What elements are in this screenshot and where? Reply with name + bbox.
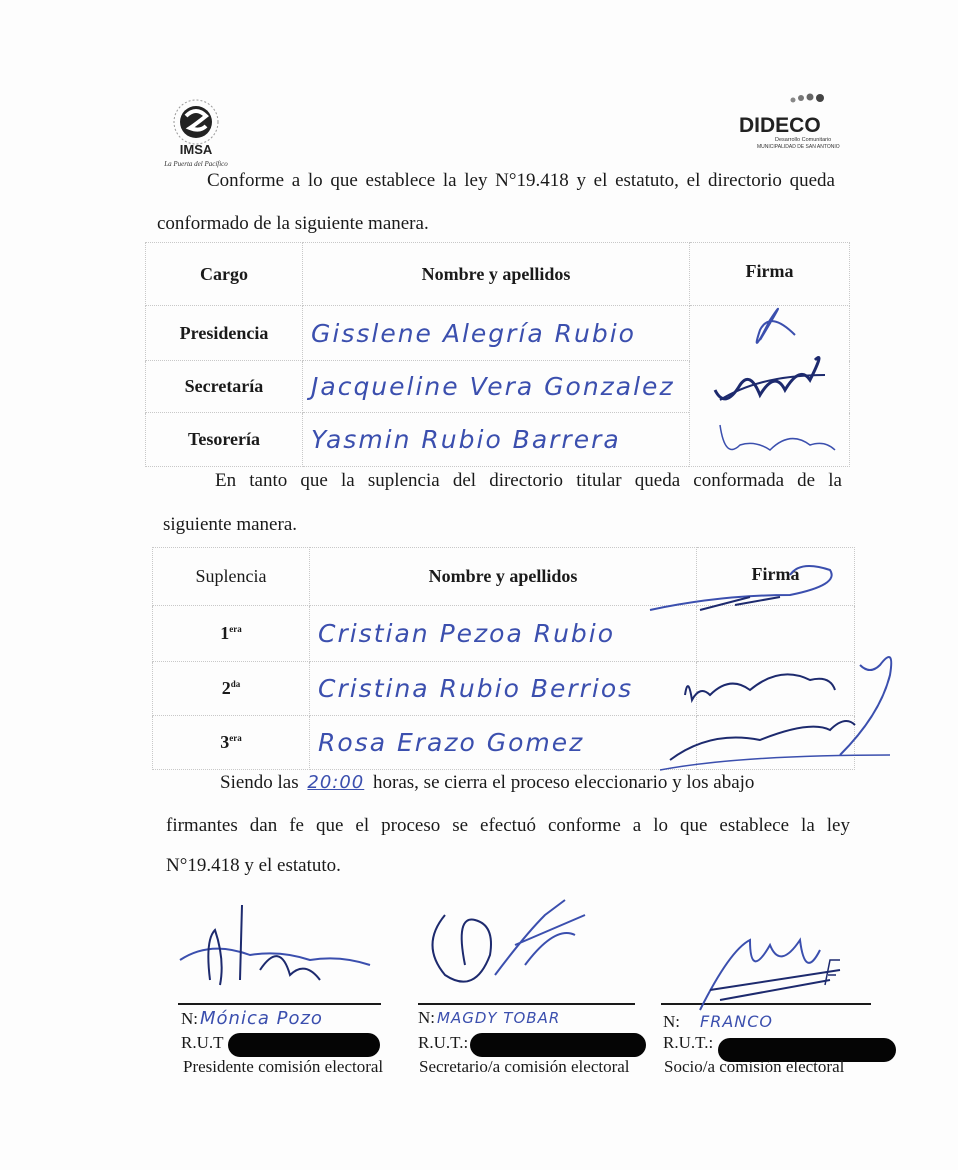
signer-1-role: Presidente comisión electoral [183,1057,384,1076]
cargo-cell: Secretaría [146,361,303,413]
firma-signatures-directorio [700,280,850,480]
signer-3-name-row: N: FRANCO [663,1012,773,1031]
signature-scribble-1 [170,900,390,1010]
imsa-logo-name: IMSA [179,142,213,157]
signer-2-name-handwritten: MAGDY TOBAR [437,1009,561,1027]
signer-2-role: Secretario/a comisión electoral [419,1057,630,1076]
signer-3-name-handwritten: FRANCO [700,1012,773,1031]
signer-1-rut-label: R.U.T [181,1033,224,1052]
nombre-handwritten: Cristina Rubio Berrios [318,674,634,703]
col-header-nombre: Nombre y apellidos [303,243,690,306]
closing-line3: N°19.418 y el estatuto. [166,855,341,876]
col-header-cargo: Cargo [146,243,303,306]
dideco-logo-name: DIDECO [739,114,821,137]
signer-1-name-row: N: Mónica Pozo [181,1008,323,1029]
signer-1-name-handwritten: Mónica Pozo [200,1008,323,1029]
dideco-logo-subtitle2: MUNICIPALIDAD DE SAN ANTONIO [757,144,840,150]
signature-scribble-3 [690,930,870,1015]
cargo-cell: Tesorería [146,413,303,467]
signer-2-name-row: N: MAGDY TOBAR [418,1008,561,1027]
imsa-logo [150,96,250,170]
imsa-logo-tagline: La Puerta del Pacífico [164,160,228,168]
closing-line1: Siendo las 20:00 horas, se cierra el proceso eleccionario y los abajo [220,772,755,793]
col-header-suplencia: Suplencia [153,548,310,606]
signer-3-role: Socio/a comisión electoral [664,1057,845,1076]
nombre-handwritten: Cristian Pezoa Rubio [318,619,616,648]
firma-signatures-suplencia [640,555,900,785]
closing-hour-handwritten: 20:00 [307,772,365,793]
suplencia-number: $3^{era}$ [153,716,310,770]
col-header-firma: Firma [697,548,855,606]
suplencia-paragraph-line2: siguiente manera. [163,514,298,535]
signature-scribble-2 [415,895,635,1005]
suplencia-number: $1^{era}$ [153,606,310,662]
nombre-handwritten: Yasmin Rubio Barrera [311,425,621,454]
signer-2-rut-label: R.U.T.: [418,1033,469,1052]
col-header-nombre: Nombre y apellidos [310,548,697,606]
intro-paragraph-line1: Conforme a lo que establece la ley N°19.418 y el estatuto, el directorio queda [207,170,835,191]
dideco-logo-subtitle: Desarrollo Comunitario [775,137,832,143]
nombre-handwritten: Jacqueline Vera Gonzalez [311,372,675,401]
cargo-cell: Presidencia [146,306,303,361]
nombre-handwritten: Gisslene Alegría Rubio [311,318,636,348]
dideco-logo [735,92,845,152]
closing-line2: firmantes dan fe que el proceso se efectuó conforme a lo que establece la ley [166,815,850,836]
suplencia-number: $2^{da}$ [153,662,310,716]
signer-3-rut-label: R.U.T.: [663,1033,714,1052]
signer-1-rut-redaction [228,1033,380,1057]
intro-paragraph-line2: conformado de la siguiente manera. [157,213,429,234]
col-header-firma: Firma [690,243,850,306]
nombre-handwritten: Rosa Erazo Gomez [318,728,585,757]
signer-2-rut-redaction [470,1033,646,1057]
suplencia-paragraph-line1: En tanto que la suplencia del directorio titular queda conformada de la [215,470,842,491]
